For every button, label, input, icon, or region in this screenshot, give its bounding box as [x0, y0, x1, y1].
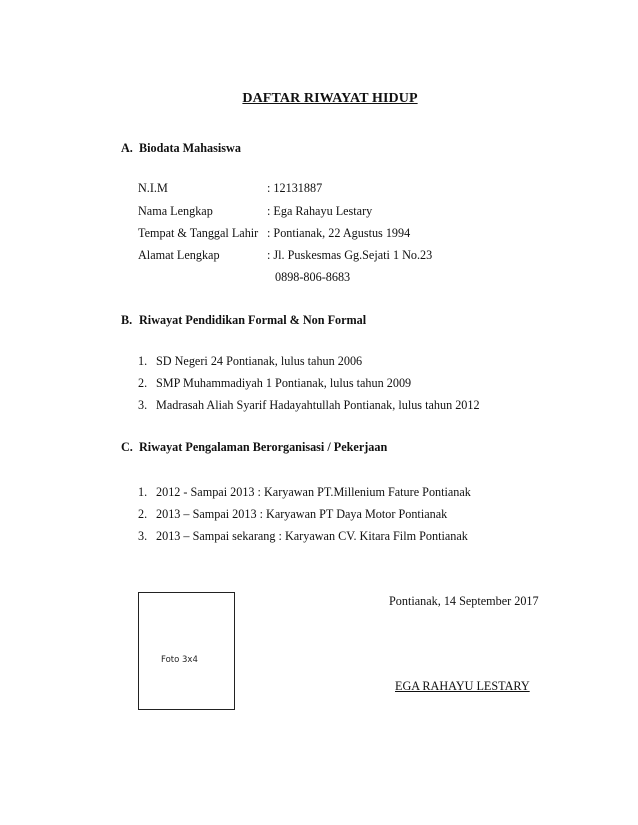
- section-c-title: Riwayat Pengalaman Berorganisasi / Pekerjaan: [139, 440, 388, 454]
- bio-label-ttl: Tempat & Tanggal Lahir: [138, 226, 259, 240]
- bio-value-ttl: : Pontianak, 22 Agustus 1994: [267, 226, 411, 240]
- section-b-letter: B.: [121, 313, 133, 327]
- experience-item-number: 1.: [138, 485, 148, 499]
- signature-name: EGA RAHAYU LESTARY: [395, 679, 530, 693]
- bio-phone: 0898-806-8683: [275, 270, 351, 284]
- experience-item-number: 3.: [138, 529, 148, 543]
- photo-placeholder: [138, 592, 235, 710]
- bio-label-nama: Nama Lengkap: [138, 204, 213, 218]
- education-item-number: 1.: [138, 354, 148, 368]
- section-c-heading: [121, 440, 387, 455]
- section-a-heading: [121, 141, 241, 156]
- bio-value-nim: : 12131887: [267, 181, 323, 195]
- section-b-heading: [121, 313, 366, 328]
- education-item: SMP Muhammadiyah 1 Pontianak, lulus tahun 2009: [156, 376, 412, 390]
- education-item: SD Negeri 24 Pontianak, lulus tahun 2006: [156, 354, 363, 368]
- education-item: Madrasah Aliah Syarif Hadayahtullah Pontianak, lulus tahun 2012: [156, 398, 480, 412]
- experience-item: 2013 – Sampai sekarang : Karyawan CV. Kitara Film Pontianak: [156, 529, 468, 543]
- experience-item: 2012 - Sampai 2013 : Karyawan PT.Millenium Fature Pontianak: [156, 485, 471, 499]
- bio-label-nim: N.I.M: [138, 181, 168, 195]
- experience-item-number: 2.: [138, 507, 148, 521]
- section-a-letter: A.: [121, 141, 133, 155]
- education-item-number: 2.: [138, 376, 148, 390]
- section-b-title: Riwayat Pendidikan Formal & Non Formal: [139, 313, 367, 327]
- document-title: DAFTAR RIWAYAT HIDUP: [242, 91, 418, 106]
- bio-label-alamat: Alamat Lengkap: [138, 248, 220, 262]
- education-item-number: 3.: [138, 398, 148, 412]
- photo-caption: Foto 3x4: [161, 655, 198, 665]
- bio-value-nama: : Ega Rahayu Lestary: [267, 204, 373, 218]
- bio-value-alamat: : Jl. Puskesmas Gg.Sejati 1 No.23: [267, 248, 433, 262]
- section-c-letter: C.: [121, 440, 133, 454]
- section-a-title: Biodata Mahasiswa: [139, 141, 241, 155]
- place-date: Pontianak, 14 September 2017: [389, 594, 539, 608]
- experience-item: 2013 – Sampai 2013 : Karyawan PT Daya Motor Pontianak: [156, 507, 448, 521]
